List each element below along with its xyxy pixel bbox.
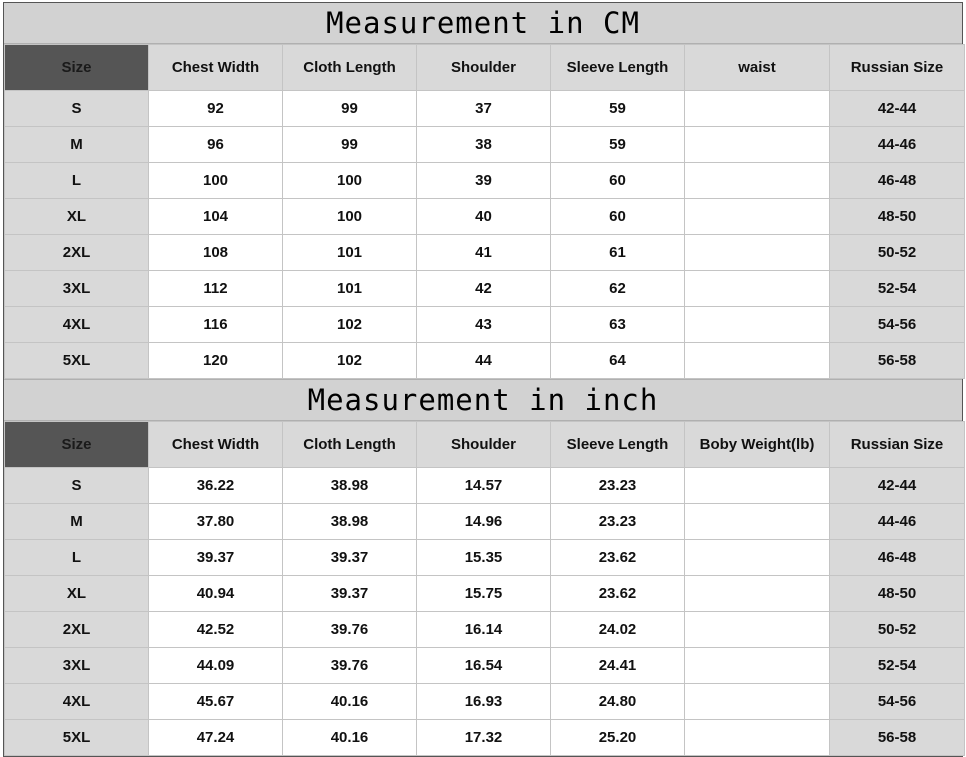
- inch-cell-extra: [685, 612, 830, 648]
- inch-cell-size: 2XL: [5, 612, 149, 648]
- inch-cell-russian-size: 56-58: [830, 720, 965, 756]
- cm-cell-size: L: [5, 163, 149, 199]
- inch-cell-extra: [685, 468, 830, 504]
- table-row: [5, 91, 965, 127]
- table-row: [5, 504, 965, 540]
- inch-cell-chest-width: 40.94: [149, 576, 283, 612]
- inch-cell-sleeve-length: 23.62: [551, 576, 685, 612]
- cm-cell-extra: [685, 91, 830, 127]
- inch-cell-extra: [685, 504, 830, 540]
- cm-cell-chest-width: 104: [149, 199, 283, 235]
- cm-header-russian-size: Russian Size: [830, 45, 965, 91]
- inch-cell-cloth-length: 39.76: [283, 612, 417, 648]
- inch-section-title: Measurement in inch: [4, 379, 962, 421]
- cm-header-sleeve-length: Sleeve Length: [551, 45, 685, 91]
- cm-cell-chest-width: 112: [149, 271, 283, 307]
- cm-cell-extra: [685, 343, 830, 379]
- cm-cell-russian-size: 50-52: [830, 235, 965, 271]
- cm-cell-sleeve-length: 59: [551, 91, 685, 127]
- table-row: [5, 648, 965, 684]
- cm-cell-russian-size: 52-54: [830, 271, 965, 307]
- cm-cell-chest-width: 120: [149, 343, 283, 379]
- cm-cell-russian-size: 44-46: [830, 127, 965, 163]
- inch-cell-cloth-length: 40.16: [283, 684, 417, 720]
- table-row: [5, 720, 965, 756]
- cm-cell-shoulder: 41: [417, 235, 551, 271]
- cm-table: [4, 44, 965, 379]
- cm-cell-cloth-length: 99: [283, 91, 417, 127]
- inch-header-cloth-length: Cloth Length: [283, 422, 417, 468]
- size-chart: [3, 2, 963, 757]
- inch-cell-chest-width: 36.22: [149, 468, 283, 504]
- table-row: [5, 576, 965, 612]
- cm-cell-chest-width: 92: [149, 91, 283, 127]
- table-row: [5, 468, 965, 504]
- table-row: [5, 163, 965, 199]
- inch-cell-size: 3XL: [5, 648, 149, 684]
- cm-cell-shoulder: 42: [417, 271, 551, 307]
- cm-cell-shoulder: 44: [417, 343, 551, 379]
- cm-cell-cloth-length: 102: [283, 307, 417, 343]
- inch-cell-shoulder: 16.14: [417, 612, 551, 648]
- cm-table-body: [5, 91, 965, 379]
- inch-cell-sleeve-length: 24.41: [551, 648, 685, 684]
- cm-cell-russian-size: 46-48: [830, 163, 965, 199]
- cm-cell-shoulder: 38: [417, 127, 551, 163]
- cm-cell-size: 5XL: [5, 343, 149, 379]
- inch-cell-size: 4XL: [5, 684, 149, 720]
- cm-section-title: Measurement in CM: [4, 3, 962, 44]
- inch-cell-russian-size: 48-50: [830, 576, 965, 612]
- cm-cell-russian-size: 56-58: [830, 343, 965, 379]
- cm-cell-cloth-length: 99: [283, 127, 417, 163]
- inch-table: [4, 421, 965, 756]
- inch-cell-chest-width: 42.52: [149, 612, 283, 648]
- cm-cell-cloth-length: 102: [283, 343, 417, 379]
- cm-header-size: Size: [5, 45, 149, 91]
- inch-header-sleeve-length: Sleeve Length: [551, 422, 685, 468]
- inch-cell-size: S: [5, 468, 149, 504]
- table-row: [5, 271, 965, 307]
- cm-cell-russian-size: 48-50: [830, 199, 965, 235]
- inch-cell-sleeve-length: 23.62: [551, 540, 685, 576]
- inch-cell-chest-width: 47.24: [149, 720, 283, 756]
- inch-cell-size: 5XL: [5, 720, 149, 756]
- inch-cell-size: M: [5, 504, 149, 540]
- inch-cell-sleeve-length: 23.23: [551, 468, 685, 504]
- inch-cell-shoulder: 17.32: [417, 720, 551, 756]
- inch-cell-russian-size: 46-48: [830, 540, 965, 576]
- table-row: [5, 307, 965, 343]
- inch-cell-cloth-length: 39.76: [283, 648, 417, 684]
- inch-cell-sleeve-length: 25.20: [551, 720, 685, 756]
- cm-cell-chest-width: 116: [149, 307, 283, 343]
- cm-header-row: [5, 45, 965, 91]
- cm-cell-extra: [685, 199, 830, 235]
- inch-cell-russian-size: 44-46: [830, 504, 965, 540]
- inch-cell-chest-width: 44.09: [149, 648, 283, 684]
- cm-cell-shoulder: 37: [417, 91, 551, 127]
- cm-cell-size: 2XL: [5, 235, 149, 271]
- inch-cell-size: XL: [5, 576, 149, 612]
- cm-cell-extra: [685, 235, 830, 271]
- cm-cell-chest-width: 108: [149, 235, 283, 271]
- cm-cell-size: XL: [5, 199, 149, 235]
- inch-header-size: Size: [5, 422, 149, 468]
- inch-cell-chest-width: 45.67: [149, 684, 283, 720]
- cm-cell-size: S: [5, 91, 149, 127]
- inch-cell-extra: [685, 540, 830, 576]
- inch-cell-shoulder: 14.96: [417, 504, 551, 540]
- inch-cell-sleeve-length: 24.02: [551, 612, 685, 648]
- table-row: [5, 343, 965, 379]
- inch-table-body: [5, 468, 965, 756]
- cm-header-waist: waist: [685, 45, 830, 91]
- cm-cell-extra: [685, 271, 830, 307]
- cm-cell-chest-width: 100: [149, 163, 283, 199]
- cm-header-cloth-length: Cloth Length: [283, 45, 417, 91]
- inch-header-row: [5, 422, 965, 468]
- cm-cell-extra: [685, 307, 830, 343]
- inch-cell-shoulder: 16.93: [417, 684, 551, 720]
- inch-cell-extra: [685, 648, 830, 684]
- cm-cell-sleeve-length: 63: [551, 307, 685, 343]
- cm-cell-sleeve-length: 59: [551, 127, 685, 163]
- cm-cell-extra: [685, 163, 830, 199]
- cm-cell-cloth-length: 101: [283, 235, 417, 271]
- inch-cell-chest-width: 37.80: [149, 504, 283, 540]
- inch-header-russian-size: Russian Size: [830, 422, 965, 468]
- inch-header-body-weight: Boby Weight(lb): [685, 422, 830, 468]
- inch-cell-cloth-length: 38.98: [283, 504, 417, 540]
- inch-cell-cloth-length: 39.37: [283, 540, 417, 576]
- cm-cell-size: 3XL: [5, 271, 149, 307]
- cm-cell-shoulder: 43: [417, 307, 551, 343]
- inch-cell-russian-size: 50-52: [830, 612, 965, 648]
- table-row: [5, 684, 965, 720]
- cm-cell-russian-size: 42-44: [830, 91, 965, 127]
- cm-cell-cloth-length: 100: [283, 163, 417, 199]
- cm-cell-chest-width: 96: [149, 127, 283, 163]
- inch-cell-shoulder: 16.54: [417, 648, 551, 684]
- table-row: [5, 127, 965, 163]
- table-row: [5, 540, 965, 576]
- cm-cell-cloth-length: 100: [283, 199, 417, 235]
- inch-cell-shoulder: 14.57: [417, 468, 551, 504]
- cm-header-shoulder: Shoulder: [417, 45, 551, 91]
- inch-cell-size: L: [5, 540, 149, 576]
- cm-cell-size: 4XL: [5, 307, 149, 343]
- inch-cell-russian-size: 52-54: [830, 648, 965, 684]
- cm-cell-sleeve-length: 62: [551, 271, 685, 307]
- inch-cell-cloth-length: 39.37: [283, 576, 417, 612]
- inch-cell-extra: [685, 684, 830, 720]
- cm-cell-sleeve-length: 64: [551, 343, 685, 379]
- cm-cell-sleeve-length: 61: [551, 235, 685, 271]
- inch-header-chest-width: Chest Width: [149, 422, 283, 468]
- inch-cell-russian-size: 54-56: [830, 684, 965, 720]
- inch-cell-sleeve-length: 24.80: [551, 684, 685, 720]
- inch-cell-shoulder: 15.35: [417, 540, 551, 576]
- cm-header-chest-width: Chest Width: [149, 45, 283, 91]
- cm-cell-extra: [685, 127, 830, 163]
- table-row: [5, 612, 965, 648]
- cm-cell-size: M: [5, 127, 149, 163]
- inch-cell-sleeve-length: 23.23: [551, 504, 685, 540]
- inch-cell-chest-width: 39.37: [149, 540, 283, 576]
- inch-header-shoulder: Shoulder: [417, 422, 551, 468]
- inch-cell-cloth-length: 38.98: [283, 468, 417, 504]
- cm-cell-sleeve-length: 60: [551, 199, 685, 235]
- table-row: [5, 235, 965, 271]
- cm-cell-cloth-length: 101: [283, 271, 417, 307]
- table-row: [5, 199, 965, 235]
- cm-cell-shoulder: 39: [417, 163, 551, 199]
- cm-cell-shoulder: 40: [417, 199, 551, 235]
- inch-cell-shoulder: 15.75: [417, 576, 551, 612]
- inch-cell-cloth-length: 40.16: [283, 720, 417, 756]
- cm-cell-sleeve-length: 60: [551, 163, 685, 199]
- inch-cell-extra: [685, 576, 830, 612]
- inch-cell-extra: [685, 720, 830, 756]
- inch-cell-russian-size: 42-44: [830, 468, 965, 504]
- cm-cell-russian-size: 54-56: [830, 307, 965, 343]
